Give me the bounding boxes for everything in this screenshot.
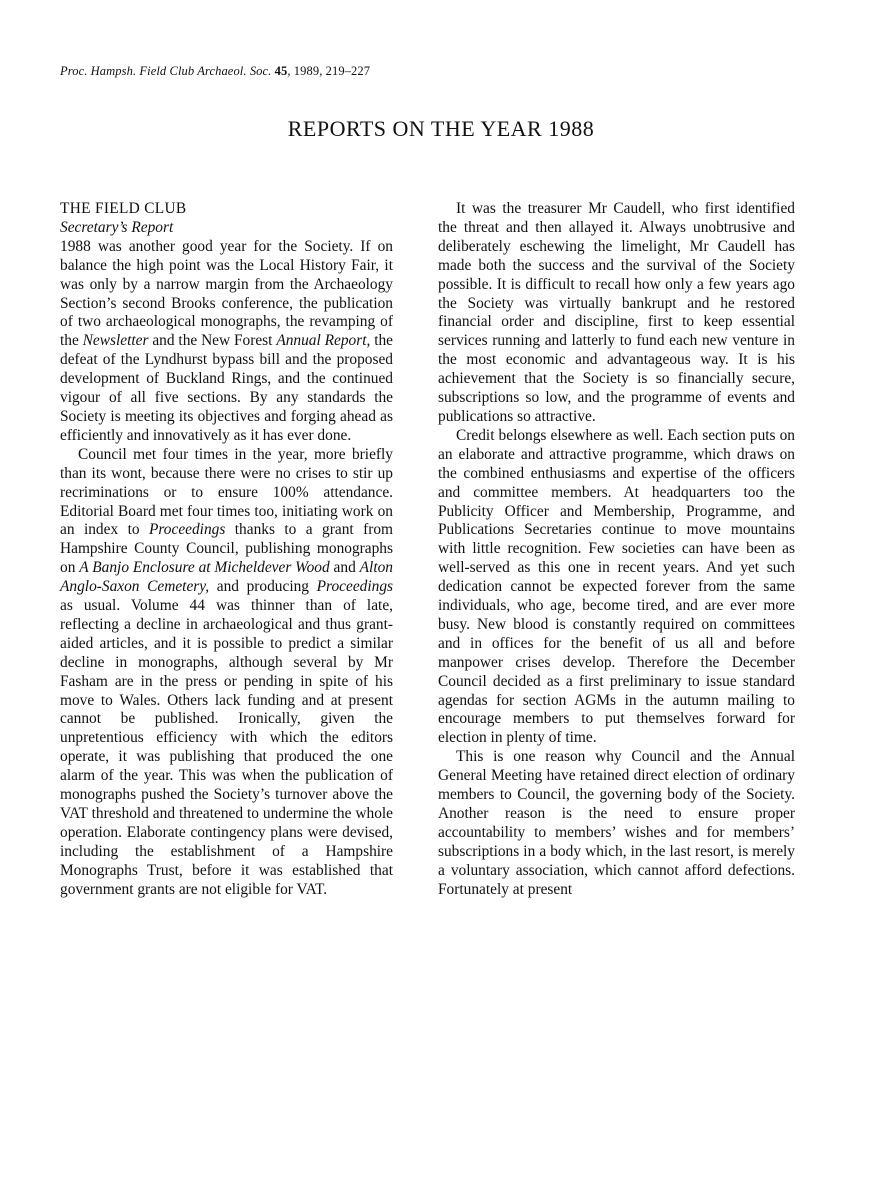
- running-head: [60, 64, 370, 79]
- paragraph: Council met four times in the year, more briefly than its wont, because there were no crises to stir up recriminations or to ensure 100% attendance. Editorial Board met four times too, initiating work on an index to Proceedings thanks to a grant from Hampshire County Council, publishing monographs on A Banjo Enclosure at Micheldever Wood and Alton Anglo-Saxon Cemetery, and producing Proceedings as usual. Volume 44 was thinner than of late, reflecting a decline in archaeological and thus grant-aided articles, and it is possible to predict a similar decline in monographs, although several by Mr Fasham are in the press or pending in spite of his move to Wales. Others lack funding and at present cannot be published. Ironically, given the unpretentious efficiency with which the editors operate, it was publishing that produced the one alarm of the year. This was when the publication of monographs pushed the Society’s turnover above the VAT threshold and threatened to undermine the whole operation. Elaborate contingency plans were devised, including the establishment of a Hampshire Monographs Trust, before it was established that government grants are not eligible for VAT.: [60, 445, 394, 898]
- paragraph: 1988 was another good year for the Society. If on balance the high point was the Local History Fair, it was only by a narrow margin from the Archaeology Section’s second Brooks conference, the publication of two archaeological monographs, the revamping of the Newsletter and the New Forest Annual Report, the defeat of the Lyndhurst bypass bill and the proposed development of Buckland Rings, and the continued vigour of all five sections. By any standards the Society is meeting its objectives and forging ahead as efficiently and innovatively as it has ever done.: [60, 237, 394, 444]
- left-column: [60, 200, 393, 900]
- paragraph: This is one reason why Council and the Annual General Meeting have retained direct election of ordinary members to Council, the governing body of the Society. Another reason is the need to ensure proper accountability to members’ wishes and for members’ subscriptions in a body which, in the last resort, is merely a voluntary association, which cannot afford defections. Fortunately at present: [438, 748, 795, 898]
- paragraph: Credit belongs elsewhere as well. Each section puts on an elaborate and attractive programme, which draws on the combined enthusiasms and expertise of the officers and committee members. At headquarters too the Publicity Officer and Membership, Programme, and Publications Secretaries continue to move mountains with little recognition. Few societies can have been as well-served as this one in recent years. And yet such dedication cannot be expected forever from the same individuals, who age, become tired, and are ever more busy. New blood is constantly required on committees and in offices for the benefit of us all and before manpower crises develop. Therefore the December Council decided as a first preliminary to issue standard agendas for section AGMs in the autumn mailing to encourage members to put themselves forward for election in plenty of time.: [438, 426, 795, 747]
- right-column: [438, 200, 795, 900]
- subheading: Secretary’s Report: [60, 218, 174, 236]
- journal-name: Proc. Hampsh. Field Club Archaeol. Soc.: [60, 64, 272, 78]
- section-heading: THE FIELD CLUB: [60, 200, 187, 217]
- page-title: REPORTS ON THE YEAR 1988: [287, 116, 595, 141]
- year-pages: , 1989, 219–227: [287, 64, 371, 78]
- paragraph: It was the treasurer Mr Caudell, who first identified the threat and then allayed it. Always unobtrusive and deliberately eschewing the limelight, Mr Caudell has made both the success and the survival of the Society possible. It is difficult to recall how only a few years ago the Society was virtually bankrupt and he restored financial order and discipline, first to keep essential services running and latterly to fund each new venture in the most economic and advantageous way. It is his achievement that the Society is so financially secure, subscriptions so low, and the programme of events and publications so attractive.: [438, 200, 795, 425]
- volume-number: 45: [274, 64, 288, 78]
